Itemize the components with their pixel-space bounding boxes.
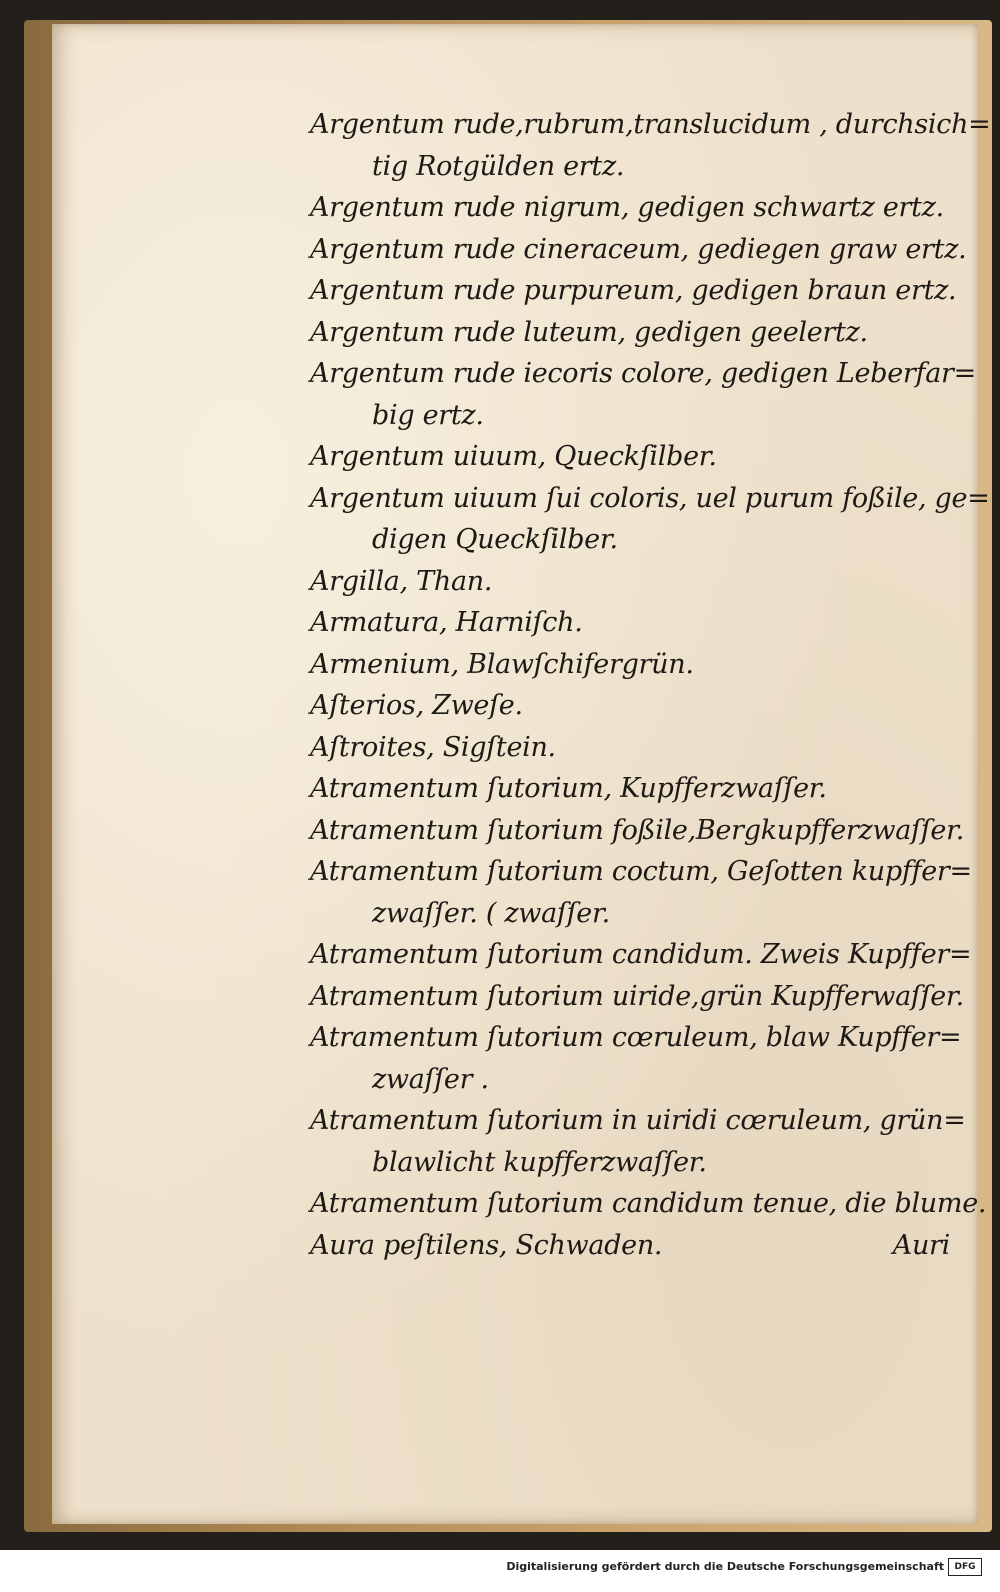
entry-continuation: zwaſſer. (372, 897, 478, 929)
catchword: Auri (892, 1229, 950, 1261)
entry-continuation: blawlicht kupfferzwaſſer. (372, 1146, 707, 1178)
entry-line: Argentum uiuum ſui coloris, uel purum foßile, ge= (310, 482, 990, 514)
entry-continuation: digen Queckſilber. (372, 524, 618, 555)
entry-continuation: tig Rotgülden ertz. (372, 150, 625, 182)
glossary-entry (310, 1017, 970, 1100)
entry-line: Atramentum ſutorium candidum tenue, die blume. (310, 1188, 987, 1219)
glossary-entry (310, 976, 970, 1018)
glossary-entry-with-catchword (310, 1225, 970, 1267)
glossary-entry (310, 353, 976, 436)
entry-line: Argentum rude,rubrum,translucidum , durchsich= (310, 109, 991, 140)
entry-line: Atramentum ſutorium in uiridi cœruleum, grün= (310, 1105, 966, 1136)
glossary-entry (310, 270, 970, 312)
glossary-entry (310, 312, 970, 354)
entry-line: Argentum rude nigrum, gedigen schwartz ertz. (310, 192, 944, 223)
entry-line: Argentum rude iecoris colore, gedigen Leberfar= (310, 358, 976, 389)
glossary-entry (310, 934, 970, 976)
glossary-entry (310, 104, 991, 187)
glossary-entry (310, 478, 990, 561)
entry-line: Atramentum ſutorium coctum, Geſotten kupffer= (310, 856, 972, 887)
entry-continuation: zwaſſer . (372, 1063, 489, 1095)
glossary-entry (310, 727, 970, 769)
entry-line: Aſterios, Zweſe. (310, 690, 523, 721)
dfg-logo-icon: DFG (948, 1558, 982, 1576)
entry-line: Argentum rude cineraceum, gediegen graw ertz. (310, 233, 967, 265)
glossary-entry (310, 810, 970, 852)
glossary-entry (310, 685, 970, 727)
entry-line: Atramentum ſutorium foßile,Bergkupfferzwaſſer. (310, 814, 965, 846)
glossary-entry (310, 187, 970, 229)
glossary-entry (310, 644, 970, 686)
entry-line: Aſtroites, Sigſtein. (310, 731, 556, 763)
entry-line: Aura peſtilens, Schwaden. (310, 1229, 663, 1261)
entry-line: Atramentum ſutorium uiride,grün Kupfferwaſſer. (310, 980, 964, 1012)
entry-continuation-row (310, 893, 970, 935)
entry-line: Atramentum ſutorium, Kupfferzwaſſer. (310, 773, 827, 804)
glossary-entry (310, 602, 970, 644)
glossary-entry (310, 851, 970, 934)
glossary-text-block (310, 104, 991, 1266)
glossary-entry (310, 1100, 970, 1183)
glossary-entry (310, 561, 970, 603)
entry-line: Argentum rude purpureum, gedigen braun ertz. (310, 275, 957, 306)
entry-line: Argilla, Than. (310, 565, 493, 597)
footer-credit: Digitalisierung gefördert durch die Deutsche Forschungsgemeinschaft (506, 1560, 944, 1573)
entry-line: Atramentum ſutorium candidum. Zweis Kupffer= (310, 939, 972, 970)
entry-line: Armenium, Blawſchifergrün. (310, 648, 694, 680)
entry-continuation: big ertz. (372, 399, 484, 431)
entry-line: Argentum uiuum, Queckſilber. (310, 441, 717, 472)
glossary-entry (310, 768, 970, 810)
glossary-entry (310, 229, 970, 271)
glossary-entry (310, 436, 970, 478)
glossary-entry (310, 1183, 987, 1225)
entry-line: Argentum rude luteum, gedigen geelertz. (310, 316, 868, 348)
book-page (52, 24, 991, 1524)
entry-line: Atramentum ſutorium cœruleum, blaw Kupffer= (310, 1022, 962, 1053)
turnover-line: ( zwaſſer. (485, 897, 610, 929)
entry-line: Armatura, Harniſch. (310, 607, 583, 638)
